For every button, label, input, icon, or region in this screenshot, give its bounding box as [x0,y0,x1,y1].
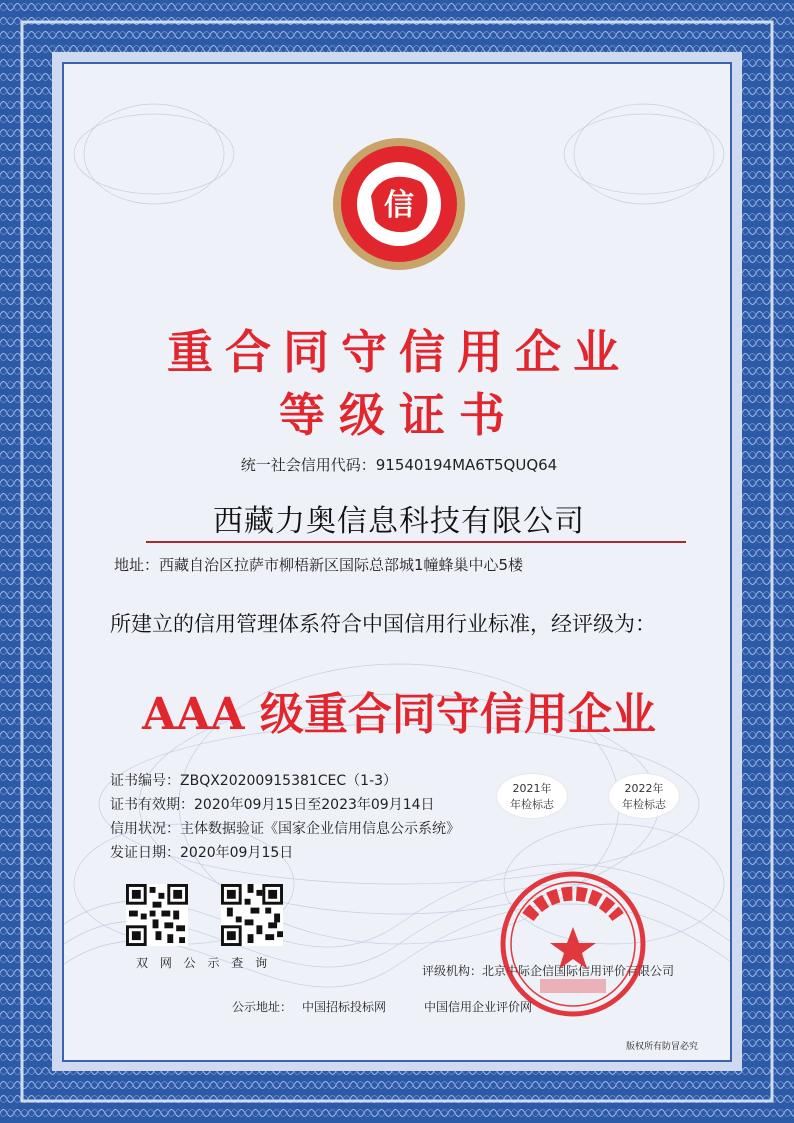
company-name: 西藏力奥信息科技有限公司 [213,504,585,539]
issue-date: 发证日期：2020年09月15日 [110,845,294,861]
qr-code-icon[interactable] [126,884,188,946]
certificate-title-line2: 等级证书 [279,388,519,442]
rating-seal-icon [331,136,467,272]
qr-caption: 双 网 公 示 查 询 [136,956,272,970]
company-address: 地址：西藏自治区拉萨市柳梧新区国际总部城1幢蜂巢中心5楼 [114,556,524,574]
certificate-body [62,62,732,1062]
rating-organization: 评级机构：北京中际企信国际信用评价有限公司 [422,964,675,978]
badge-year: 2021年 [512,782,552,795]
company-underline [146,541,686,543]
publish-label: 公示地址： [232,1000,293,1014]
annual-badge-2021 [497,774,567,818]
badge-label: 年检标志 [510,798,554,811]
publish-site-2[interactable]: 中国信用企业评价网 [424,1000,533,1014]
certificate-title-line1: 重合同守信用企业 [167,325,631,379]
grade-title: AAA 级重合同守信用企业 [142,689,656,740]
copyright-notice: 版权所有防冒必究 [626,1042,699,1052]
credit-code: 统一社会信用代码：91540194MA6T5QUQ64 [240,456,558,474]
annual-badge-2022 [609,774,679,818]
credit-status: 信用状况：主体数据验证《国家企业信用信息公示系统》 [110,821,460,837]
badge-label: 年检标志 [622,798,666,811]
qr-code-icon[interactable] [221,884,283,946]
rating-statement: 所建立的信用管理体系符合中国信用行业标准，经评级为： [110,612,656,636]
svg-text:信: 信 [384,188,414,223]
cert-validity: 证书有效期：2020年09月15日至2023年09月14日 [110,797,435,813]
badge-year: 2022年 [624,782,664,795]
publish-site-1[interactable]: 中国招标投标网 [302,1000,387,1014]
official-stamp-icon [498,869,648,1019]
cert-number: 证书编号：ZBQX20200915381CEC（1-3） [110,773,398,789]
